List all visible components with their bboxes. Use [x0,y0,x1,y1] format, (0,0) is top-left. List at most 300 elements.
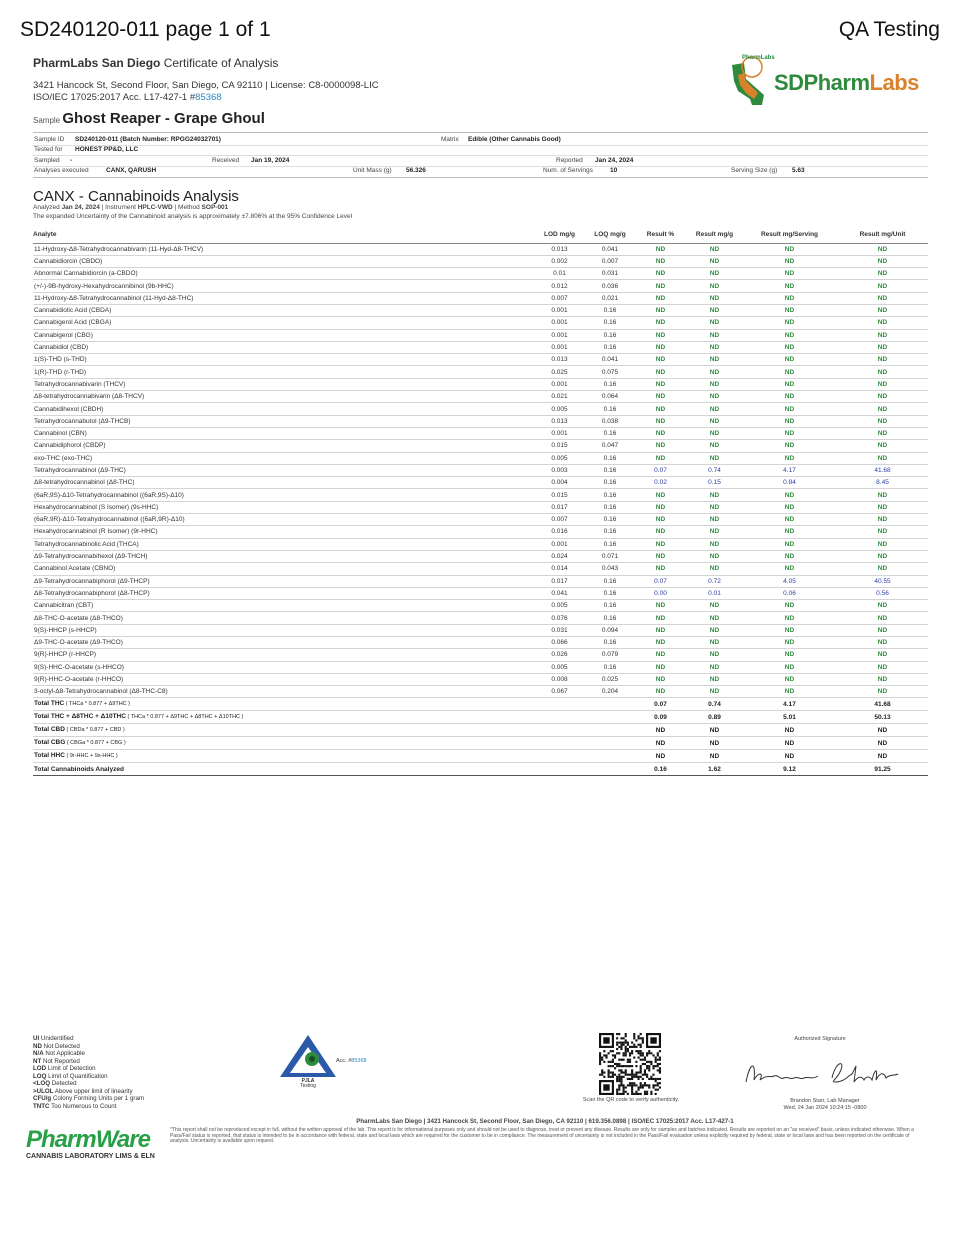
total-row [33,750,928,763]
result-value: ND [687,440,742,452]
lod-value: 0.001 [533,341,586,353]
result-value: ND [742,255,837,267]
result-value: ND [742,403,837,415]
page-header [20,18,940,46]
table-row [33,575,928,587]
result-value: ND [634,415,687,427]
total-value: 0.09 [634,711,687,724]
result-value: ND [634,403,687,415]
result-value: ND [634,427,687,439]
result-value: ND [742,378,837,390]
loq-value: 0.16 [586,661,634,673]
result-value: ND [687,268,742,280]
table-row [33,501,928,513]
analyte-name: 3-octyl-Δ8-Tetrahydrocannabinol (Δ8-THC-C8) [33,686,533,698]
total-value: ND [687,750,742,763]
abbreviation-legend [33,1035,144,1110]
sample-id-value: SD240120-011 (Batch Number: RPGG24032701) [75,136,221,143]
analyte-name: exo-THC (exo-THC) [33,452,533,464]
result-value: ND [742,501,837,513]
lod-value: 0.008 [533,673,586,685]
loq-value: 0.16 [586,501,634,513]
loq-value: 0.16 [586,600,634,612]
lab-address [33,80,379,104]
qr-code-icon[interactable] [599,1033,661,1095]
total-value: 0.07 [634,698,687,711]
result-value: ND [687,538,742,550]
result-value: ND [634,280,687,292]
legend-item: ND Not Detected [33,1042,80,1050]
loq-value: 0.16 [586,317,634,329]
lod-value: 0.005 [533,661,586,673]
result-value: ND [687,391,742,403]
accreditation-link[interactable]: 85368 [195,92,222,103]
result-value: 0.74 [687,464,742,476]
col-result-pct: Result % [634,226,687,243]
pjla-triangle-icon [278,1033,338,1079]
total-label: Total CBD ( CBDa * 0.877 + CBD ) [33,724,533,737]
table-row [33,563,928,575]
loq-value: 0.036 [586,280,634,292]
lod-value: 0.005 [533,403,586,415]
analyte-name: Tetrahydrocannabutol (Δ9-THCB) [33,415,533,427]
result-value: ND [742,661,837,673]
loq-value: 0.16 [586,341,634,353]
analyte-name: Tetrahydrocannabinol (Δ9-THC) [33,464,533,476]
table-row [33,649,928,661]
result-value: ND [634,366,687,378]
result-value: ND [687,378,742,390]
received-value: Jan 19, 2024 [251,157,290,164]
sample-label: Sample [33,116,61,125]
result-value: ND [742,637,837,649]
result-value: ND [742,526,837,538]
empty-cell [533,698,586,711]
qr-caption: Scan the QR code to verify authenticity. [582,1097,680,1103]
table-body [33,243,928,775]
result-value: ND [634,600,687,612]
total-value: ND [742,737,837,750]
unit-mass-value: 56.326 [406,167,426,174]
analyses-value: CANX, QARUSH [106,167,157,174]
result-value: ND [837,637,928,649]
table-row [33,341,928,353]
lod-value: 0.004 [533,477,586,489]
result-value: 0.07 [634,464,687,476]
total-value: 1.62 [687,763,742,775]
analyte-name: Cannabidihexol (CBDH) [33,403,533,415]
cannabinoids-table [33,226,928,776]
loq-value: 0.16 [586,464,634,476]
pjla-label: PJLA Testing [300,1078,316,1089]
sampled-value: - [70,157,73,164]
table-row [33,268,928,280]
lod-value: 0.021 [533,391,586,403]
analyte-name: Cannabidiphorol (CBDP) [33,440,533,452]
empty-cell [586,698,634,711]
empty-cell [586,724,634,737]
total-row [33,737,928,750]
analyte-name: Cannabigerol (CBG) [33,329,533,341]
result-value: ND [742,612,837,624]
lod-value: 0.001 [533,329,586,341]
lab-address-line: 3421 Hancock St, Second Floor, San Diego, CA 92110 | License: C8-0000098-LIC [33,80,379,91]
col-result-mgserving: Result mg/Serving [742,226,837,243]
legend-item: >ULOL Above upper limit of linearity [33,1087,133,1095]
result-value: ND [837,550,928,562]
analyte-name: 9(R)-HHC-O-acetate (r-HHCO) [33,673,533,685]
lod-value: 0.001 [533,427,586,439]
lod-value: 0.007 [533,292,586,304]
analyte-name: Tetrahydrocannabivarin (THCV) [33,378,533,390]
info-row-sample-id: Sample ID SD240120-011 (Batch Number: RPGG24032701) Matrix Edible (Other Cannabis Good) [34,136,561,143]
table-row [33,637,928,649]
info-row-tested-for: Tested for HONEST PP&D, LLC [34,146,139,153]
empty-cell [533,737,586,750]
analyte-name: 11-Hydroxy-Δ8-Tetrahydrocannabinol (11-Hyd-Δ8-THC) [33,292,533,304]
result-value: ND [634,329,687,341]
result-value: ND [742,452,837,464]
uncertainty-note: The expanded Uncertainty of the Cannabinoid analysis is approximately ±7.806% at the 95% Confidence Level [33,213,353,220]
loq-value: 0.041 [586,243,634,255]
result-value: ND [837,366,928,378]
result-value: ND [742,243,837,255]
result-value: ND [634,538,687,550]
result-value: ND [742,563,837,575]
col-result-mgg: Result mg/g [687,226,742,243]
result-value: 0.56 [837,587,928,599]
table-row [33,292,928,304]
analyte-name: Cannabidiolic Acid (CBDA) [33,304,533,316]
empty-cell [586,750,634,763]
lab-title [33,56,278,70]
col-result-mgunit: Result mg/Unit [837,226,928,243]
result-value: ND [837,341,928,353]
result-value: ND [687,514,742,526]
loq-value: 0.094 [586,624,634,636]
divider [33,132,928,133]
result-value: ND [634,341,687,353]
analyte-name: Δ8-tetrahydrocannabinol (Δ8-THC) [33,477,533,489]
empty-cell [533,711,586,724]
loq-value: 0.047 [586,440,634,452]
table-header-row [33,226,928,243]
result-value: ND [687,489,742,501]
result-value: ND [634,255,687,267]
analyte-name: Δ8-tetrahydrocannabivarin (Δ8-THCV) [33,391,533,403]
table-row [33,427,928,439]
result-value: ND [837,378,928,390]
pjla-acc-link[interactable]: 85368 [351,1058,367,1064]
serving-size-value: 5.63 [792,167,805,174]
total-value: ND [634,750,687,763]
total-row [33,763,928,775]
analyte-name: Δ9-Tetrahydrocannabiphorol (Δ9-THCP) [33,575,533,587]
loq-value: 0.16 [586,587,634,599]
result-value: ND [687,649,742,661]
sdpharmlabs-logo [724,55,934,110]
analyte-name: Cannabinol (CBN) [33,427,533,439]
legend-item: LOD Limit of Detection [33,1065,96,1072]
canx-section-title: CANX - Cannabinoids Analysis [33,188,239,205]
table-row [33,514,928,526]
result-value: ND [837,415,928,427]
total-label: Total Cannabinoids Analyzed [33,763,533,775]
result-value: ND [837,329,928,341]
result-value: ND [634,649,687,661]
result-value: ND [634,612,687,624]
analyte-name: Abnormal Cannabidiorcin (a-CBDO) [33,268,533,280]
legend-item: CFU/g Colony Forming Units per 1 gram [33,1095,145,1102]
empty-cell [533,750,586,763]
document-id: SD240120-011 page 1 of 1 [20,18,271,41]
tested-for-value: HONEST PP&D, LLC [75,146,139,153]
result-value: ND [687,563,742,575]
legend-item: NT Not Reported [33,1057,80,1065]
result-value: ND [837,243,928,255]
result-value: ND [837,304,928,316]
result-value: ND [634,391,687,403]
lod-value: 0.005 [533,600,586,612]
result-value: ND [837,686,928,698]
lod-value: 0.017 [533,501,586,513]
result-value: 0.01 [687,587,742,599]
total-value: ND [742,724,837,737]
result-value: ND [687,415,742,427]
result-value: ND [687,550,742,562]
result-value: ND [742,673,837,685]
result-value: ND [742,415,837,427]
canx-analysis-meta: Analyzed Jan 24, 2024 | Instrument HPLC-VWD | Method SOP-001 [33,204,229,211]
pjla-badge [278,1033,388,1088]
pharmware-logo [26,1126,156,1166]
loq-value: 0.16 [586,575,634,587]
table-row [33,403,928,415]
lod-value: 0.067 [533,686,586,698]
lod-value: 0.001 [533,378,586,390]
result-value: ND [742,624,837,636]
table-row [33,587,928,599]
servings-value: 10 [610,167,618,174]
lod-value: 0.012 [533,280,586,292]
result-value: ND [742,329,837,341]
result-value: ND [634,550,687,562]
table-row [33,538,928,550]
result-value: ND [837,673,928,685]
certificate-label: Certificate of Analysis [163,56,279,70]
analyte-name: (6aR,9R)-Δ10-Tetrahydrocannabinol ((6aR,9R)-Δ10) [33,514,533,526]
lod-value: 0.002 [533,255,586,267]
lod-value: 0.01 [533,268,586,280]
result-value: ND [837,317,928,329]
total-label: Total HHC ( 9r-HHC + 9s-HHC ) [33,750,533,763]
table-row [33,304,928,316]
sample-name: Ghost Reaper - Grape Ghoul [62,110,265,127]
result-value: ND [837,624,928,636]
signature-image [740,1052,910,1092]
result-value: ND [837,391,928,403]
loq-value: 0.16 [586,329,634,341]
divider [33,177,928,178]
table-row [33,329,928,341]
result-value: ND [687,673,742,685]
result-value: ND [742,514,837,526]
lod-value: 0.024 [533,550,586,562]
total-value: 9.12 [742,763,837,775]
total-value: 0.16 [634,763,687,775]
result-value: ND [687,243,742,255]
analyte-name: 1(S)-THD (s-THD) [33,354,533,366]
total-value: ND [634,724,687,737]
table-row [33,243,928,255]
total-value: ND [634,737,687,750]
lod-value: 0.007 [533,514,586,526]
total-value: ND [742,750,837,763]
loq-value: 0.041 [586,354,634,366]
analyte-name: 11-Hydroxy-Δ8-Tetrahydrocannabivarin (11-Hyd-Δ8-THCV) [33,243,533,255]
total-value: ND [687,737,742,750]
result-value: ND [687,329,742,341]
table-row [33,464,928,476]
result-value: ND [742,489,837,501]
total-value: 0.74 [687,698,742,711]
analyte-name: Cannabicitran (CBT) [33,600,533,612]
divider [33,155,928,156]
result-value: ND [634,354,687,366]
analyte-name: Tetrahydrocannabinolic Acid (THCA) [33,538,533,550]
result-value: 4.17 [742,464,837,476]
total-row [33,711,928,724]
loq-value: 0.043 [586,563,634,575]
table-row [33,366,928,378]
total-value: ND [837,737,928,750]
analyte-name: (6aR,9S)-Δ10-Tetrahydrocannabinol ((6aR,9S)-Δ10) [33,489,533,501]
table-row [33,354,928,366]
total-value: 41.68 [837,698,928,711]
result-value: ND [742,440,837,452]
signer-name: Brandon Starr, Lab Manager [790,1098,860,1104]
table-row [33,612,928,624]
legend-item: TNTC Too Numerous to Count [33,1102,117,1110]
lod-value: 0.001 [533,304,586,316]
result-value: ND [742,649,837,661]
legend-item: N/A Not Applicable [33,1050,85,1057]
result-value: ND [687,661,742,673]
table-row [33,661,928,673]
lod-value: 0.001 [533,317,586,329]
result-value: ND [687,686,742,698]
result-value: ND [687,452,742,464]
result-value: 0.72 [687,575,742,587]
california-map-icon [724,55,772,110]
loq-value: 0.16 [586,489,634,501]
info-row-analyses: Analyses executed CANX, QARUSH Unit Mass (g) 56.326 Num. of Servings 10 Serving Size (g) 5.63 [34,167,805,174]
total-formula: ( CBGa * 0.877 + CBG ) [65,740,126,747]
total-value: ND [837,724,928,737]
result-value: ND [837,600,928,612]
lod-value: 0.076 [533,612,586,624]
logo-wordmark: SDPharmLabs [774,70,919,95]
table-row [33,255,928,267]
empty-cell [586,711,634,724]
analyte-name: Hexahydrocannabinol (R Isomer) (9r-HHC) [33,526,533,538]
loq-value: 0.075 [586,366,634,378]
empty-cell [533,724,586,737]
result-value: ND [837,649,928,661]
analyte-name: Δ9-THC-O-acetate (Δ9-THCO) [33,637,533,649]
signature-timestamp: Wed, 24 Jan 2024 10:24:15 -0800 [783,1105,867,1111]
total-row [33,724,928,737]
result-value: ND [742,341,837,353]
table-row [33,317,928,329]
result-value: ND [634,637,687,649]
loq-value: 0.038 [586,415,634,427]
result-value: ND [742,268,837,280]
total-value: 4.17 [742,698,837,711]
result-value: 0.84 [742,477,837,489]
analyte-name: Hexahydrocannabinol (S Isomer) (9s-HHC) [33,501,533,513]
result-value: ND [837,255,928,267]
result-value: ND [837,563,928,575]
signer-info [760,1098,890,1112]
total-value: 0.89 [687,711,742,724]
result-value: 0.00 [634,587,687,599]
empty-cell [586,763,634,775]
total-value: 91.25 [837,763,928,775]
loq-value: 0.16 [586,427,634,439]
result-value: ND [742,317,837,329]
lod-value: 0.015 [533,489,586,501]
total-formula: ( THCa * 0.877 + Δ9THC ) [64,701,130,708]
total-label: Total THC ( THCa * 0.877 + Δ9THC ) [33,698,533,711]
loq-value: 0.16 [586,403,634,415]
result-value: ND [634,304,687,316]
result-value: ND [742,304,837,316]
result-value: ND [742,550,837,562]
result-value: ND [837,538,928,550]
lod-value: 0.001 [533,538,586,550]
result-value: ND [687,403,742,415]
loq-value: 0.16 [586,452,634,464]
total-value: ND [687,724,742,737]
loq-value: 0.204 [586,686,634,698]
result-value: ND [742,391,837,403]
result-value: ND [742,538,837,550]
result-value: ND [687,292,742,304]
lod-value: 0.066 [533,637,586,649]
table-row [33,489,928,501]
result-value: ND [742,366,837,378]
total-label: Total CBG ( CBGa * 0.877 + CBG ) [33,737,533,750]
legend-item: UI Unidentified [33,1035,74,1042]
table-row [33,280,928,292]
loq-value: 0.021 [586,292,634,304]
lod-value: 0.013 [533,243,586,255]
result-value: ND [634,624,687,636]
result-value: ND [837,440,928,452]
result-value: ND [742,292,837,304]
lab-name: PharmLabs San Diego [33,56,161,70]
loq-value: 0.16 [586,637,634,649]
empty-cell [533,763,586,775]
total-formula: ( THCa * 0.877 + Δ9THC + Δ8THC + Δ10THC ) [125,714,244,721]
result-value: ND [837,280,928,292]
loq-value: 0.16 [586,612,634,624]
table-row [33,673,928,685]
sample-heading [33,110,265,127]
lod-value: 0.015 [533,440,586,452]
loq-value: 0.025 [586,673,634,685]
